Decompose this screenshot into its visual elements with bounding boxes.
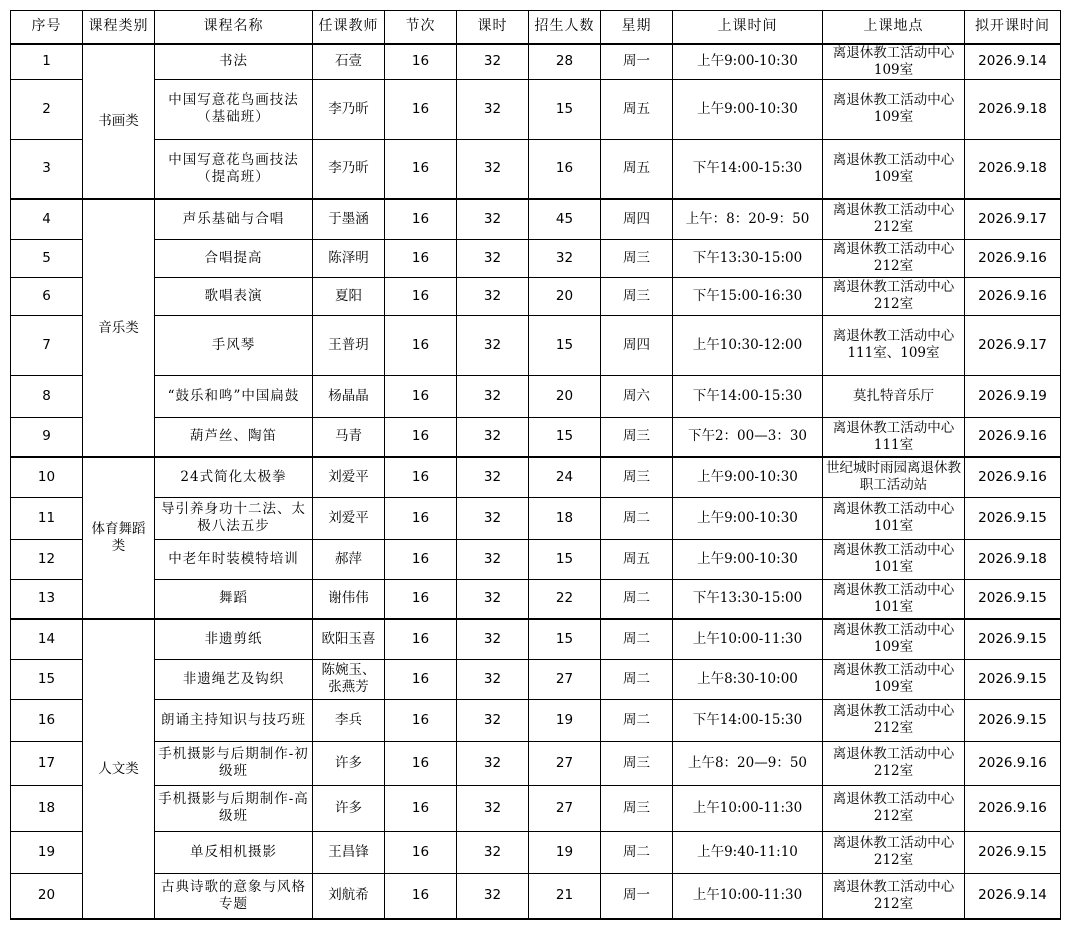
cell-time: 上午9:40-11:10 [673,831,823,873]
cell-teacher: 杨晶晶 [313,375,385,417]
cell-enroll: 21 [529,873,601,919]
cell-no: 11 [11,497,83,539]
cell-hours: 32 [457,741,529,785]
cell-start: 2026.9.17 [965,315,1061,375]
cell-place: 离退休教工活动中心111室 [823,417,965,457]
cell-course: 单反相机摄影 [155,831,313,873]
cell-course: 非遗剪纸 [155,619,313,659]
cell-time: 上午8:30-10:00 [673,659,823,699]
cell-weekday: 周一 [601,44,673,80]
table-row [11,699,1061,741]
cell-hours: 32 [457,873,529,919]
cell-enroll: 20 [529,375,601,417]
cell-start: 2026.9.17 [965,199,1061,239]
cell-no: 10 [11,457,83,497]
cell-weekday: 周五 [601,139,673,199]
cell-time: 下午14:00-15:30 [673,139,823,199]
cell-place: 离退休教工活动中心101室 [823,497,965,539]
cell-weekday: 周四 [601,315,673,375]
table-row [11,239,1061,277]
table-row [11,539,1061,579]
cell-course: 非遗绳艺及钩织 [155,659,313,699]
cell-enroll: 15 [529,315,601,375]
cell-teacher: 陈婉玉、张燕芳 [313,659,385,699]
cell-enroll: 24 [529,457,601,497]
cell-start: 2026.9.15 [965,831,1061,873]
cell-time: 下午15:00-16:30 [673,277,823,315]
table-row [11,497,1061,539]
cell-place: 离退休教工活动中心111室、109室 [823,315,965,375]
cell-time: 上午9:00-10:30 [673,79,823,139]
cell-no: 2 [11,79,83,139]
cell-time: 下午14:00-15:30 [673,375,823,417]
cell-place: 世纪城时雨园离退休教职工活动站 [823,457,965,497]
cell-teacher: 夏阳 [313,277,385,315]
cell-hours: 32 [457,539,529,579]
cell-start: 2026.9.15 [965,659,1061,699]
cell-no: 16 [11,699,83,741]
cell-weekday: 周三 [601,741,673,785]
cell-course: 歌唱表演 [155,277,313,315]
cell-hours: 32 [457,277,529,315]
cell-start: 2026.9.18 [965,539,1061,579]
cell-hours: 32 [457,831,529,873]
cell-teacher: 刘爱平 [313,457,385,497]
cell-time: 上午10:00-11:30 [673,619,823,659]
cell-no: 20 [11,873,83,919]
cell-sessions: 16 [385,315,457,375]
cell-start: 2026.9.14 [965,873,1061,919]
cell-sessions: 16 [385,239,457,277]
table-row [11,277,1061,315]
cell-teacher: 王昌锋 [313,831,385,873]
cell-time: 上午9:00-10:30 [673,497,823,539]
table-row [11,831,1061,873]
header-weekday: 星期 [601,11,673,44]
category-cell: 人文类 [83,619,155,919]
cell-place: 离退休教工活动中心212室 [823,873,965,919]
table-row [11,785,1061,831]
cell-start: 2026.9.18 [965,139,1061,199]
cell-sessions: 16 [385,417,457,457]
cell-place: 离退休教工活动中心109室 [823,79,965,139]
cell-enroll: 15 [529,539,601,579]
cell-place: 离退休教工活动中心212室 [823,699,965,741]
cell-hours: 32 [457,79,529,139]
header-place: 上课地点 [823,11,965,44]
table-row [11,139,1061,199]
cell-teacher: 李乃昕 [313,139,385,199]
cell-start: 2026.9.16 [965,277,1061,315]
cell-course: 手风琴 [155,315,313,375]
cell-weekday: 周六 [601,375,673,417]
table-row [11,375,1061,417]
cell-course: 中国写意花鸟画技法（提高班） [155,139,313,199]
cell-teacher: 郝萍 [313,539,385,579]
cell-weekday: 周二 [601,699,673,741]
header-course: 课程名称 [155,11,313,44]
cell-teacher: 李兵 [313,699,385,741]
cell-start: 2026.9.15 [965,579,1061,619]
cell-teacher: 欧阳玉喜 [313,619,385,659]
cell-start: 2026.9.16 [965,417,1061,457]
header-teacher: 任课教师 [313,11,385,44]
cell-weekday: 周二 [601,831,673,873]
table-row [11,741,1061,785]
cell-teacher: 石壹 [313,44,385,80]
cell-start: 2026.9.15 [965,699,1061,741]
cell-weekday: 周三 [601,417,673,457]
cell-sessions: 16 [385,199,457,239]
cell-enroll: 27 [529,785,601,831]
cell-enroll: 27 [529,741,601,785]
cell-time: 下午14:00-15:30 [673,699,823,741]
cell-time: 上午10:30-12:00 [673,315,823,375]
cell-course: 手机摄影与后期制作-高级班 [155,785,313,831]
table-row [11,44,1061,80]
cell-course: 合唱提高 [155,239,313,277]
cell-sessions: 16 [385,277,457,315]
header-no: 序号 [11,11,83,44]
table-row [11,79,1061,139]
cell-time: 下午13:30-15:00 [673,239,823,277]
cell-start: 2026.9.18 [965,79,1061,139]
cell-hours: 32 [457,139,529,199]
category-cell: 书画类 [83,44,155,200]
cell-hours: 32 [457,315,529,375]
cell-start: 2026.9.16 [965,457,1061,497]
cell-course: 葫芦丝、陶笛 [155,417,313,457]
cell-sessions: 16 [385,79,457,139]
header-enroll: 招生人数 [529,11,601,44]
table-row [11,619,1061,659]
cell-hours: 32 [457,785,529,831]
cell-course: 导引养身功十二法、太极八法五步 [155,497,313,539]
table-row [11,199,1061,239]
cell-time: 上午8：20—9：50 [673,741,823,785]
cell-enroll: 16 [529,139,601,199]
cell-start: 2026.9.15 [965,619,1061,659]
cell-course: 24式简化太极拳 [155,457,313,497]
cell-teacher: 许多 [313,741,385,785]
cell-weekday: 周三 [601,457,673,497]
cell-course: 舞蹈 [155,579,313,619]
cell-enroll: 27 [529,659,601,699]
cell-sessions: 16 [385,741,457,785]
cell-time: 上午9:00-10:30 [673,44,823,80]
cell-weekday: 周二 [601,579,673,619]
cell-sessions: 16 [385,785,457,831]
header-hours: 课时 [457,11,529,44]
cell-course: “鼓乐和鸣”中国扁鼓 [155,375,313,417]
course-schedule-table [10,10,1061,920]
cell-start: 2026.9.14 [965,44,1061,80]
cell-sessions: 16 [385,699,457,741]
cell-teacher: 于墨涵 [313,199,385,239]
cell-place: 离退休教工活动中心212室 [823,199,965,239]
cell-sessions: 16 [385,497,457,539]
cell-start: 2026.9.19 [965,375,1061,417]
cell-weekday: 周五 [601,539,673,579]
cell-time: 上午：8：20-9：50 [673,199,823,239]
cell-start: 2026.9.16 [965,239,1061,277]
cell-sessions: 16 [385,44,457,80]
cell-no: 13 [11,579,83,619]
table-row [11,417,1061,457]
cell-teacher: 马青 [313,417,385,457]
cell-no: 14 [11,619,83,659]
cell-teacher: 陈泽明 [313,239,385,277]
cell-hours: 32 [457,199,529,239]
cell-course: 书法 [155,44,313,80]
cell-weekday: 周三 [601,239,673,277]
cell-weekday: 周二 [601,619,673,659]
cell-hours: 32 [457,579,529,619]
cell-no: 1 [11,44,83,80]
cell-enroll: 19 [529,699,601,741]
header-category: 课程类别 [83,11,155,44]
cell-sessions: 16 [385,659,457,699]
cell-enroll: 22 [529,579,601,619]
cell-time: 上午9:00-10:30 [673,457,823,497]
table-row [11,579,1061,619]
header-sessions: 节次 [385,11,457,44]
cell-start: 2026.9.16 [965,741,1061,785]
cell-no: 18 [11,785,83,831]
cell-teacher: 王普玥 [313,315,385,375]
cell-weekday: 周二 [601,659,673,699]
cell-place: 离退休教工活动中心212室 [823,831,965,873]
table-row [11,457,1061,497]
cell-place: 离退休教工活动中心109室 [823,659,965,699]
cell-enroll: 18 [529,497,601,539]
cell-enroll: 15 [529,417,601,457]
cell-hours: 32 [457,659,529,699]
cell-hours: 32 [457,44,529,80]
cell-course: 古典诗歌的意象与风格专题 [155,873,313,919]
cell-enroll: 28 [529,44,601,80]
cell-weekday: 周一 [601,873,673,919]
cell-sessions: 16 [385,139,457,199]
cell-place: 离退休教工活动中心109室 [823,619,965,659]
cell-enroll: 20 [529,277,601,315]
cell-sessions: 16 [385,873,457,919]
cell-weekday: 周四 [601,199,673,239]
table-row [11,315,1061,375]
cell-place: 离退休教工活动中心109室 [823,139,965,199]
cell-place: 离退休教工活动中心101室 [823,539,965,579]
cell-enroll: 45 [529,199,601,239]
cell-no: 17 [11,741,83,785]
cell-weekday: 周三 [601,785,673,831]
cell-no: 12 [11,539,83,579]
cell-teacher: 李乃昕 [313,79,385,139]
cell-hours: 32 [457,239,529,277]
cell-hours: 32 [457,619,529,659]
cell-no: 4 [11,199,83,239]
cell-place: 离退休教工活动中心212室 [823,741,965,785]
cell-weekday: 周二 [601,497,673,539]
cell-place: 离退休教工活动中心212室 [823,785,965,831]
cell-place: 离退休教工活动中心212室 [823,239,965,277]
header-time: 上课时间 [673,11,823,44]
cell-teacher: 刘爱平 [313,497,385,539]
cell-sessions: 16 [385,457,457,497]
cell-course: 声乐基础与合唱 [155,199,313,239]
cell-weekday: 周五 [601,79,673,139]
cell-sessions: 16 [385,831,457,873]
cell-place: 离退休教工活动中心109室 [823,44,965,80]
cell-time: 上午9:00-10:30 [673,539,823,579]
cell-hours: 32 [457,457,529,497]
category-cell: 体育舞蹈类 [83,457,155,619]
cell-place: 莫扎特音乐厅 [823,375,965,417]
cell-course: 手机摄影与后期制作-初级班 [155,741,313,785]
cell-enroll: 19 [529,831,601,873]
cell-time: 下午2：00—3：30 [673,417,823,457]
cell-hours: 32 [457,375,529,417]
cell-weekday: 周三 [601,277,673,315]
cell-no: 19 [11,831,83,873]
cell-no: 5 [11,239,83,277]
cell-time: 上午10:00-11:30 [673,785,823,831]
cell-place: 离退休教工活动中心101室 [823,579,965,619]
cell-course: 中老年时装模特培训 [155,539,313,579]
cell-no: 3 [11,139,83,199]
table-row [11,659,1061,699]
cell-start: 2026.9.15 [965,497,1061,539]
cell-teacher: 刘航希 [313,873,385,919]
cell-sessions: 16 [385,579,457,619]
cell-start: 2026.9.16 [965,785,1061,831]
cell-hours: 32 [457,699,529,741]
table-row [11,873,1061,919]
cell-no: 8 [11,375,83,417]
cell-no: 6 [11,277,83,315]
cell-hours: 32 [457,417,529,457]
cell-hours: 32 [457,497,529,539]
cell-enroll: 15 [529,79,601,139]
category-cell: 音乐类 [83,199,155,457]
cell-course: 朗诵主持知识与技巧班 [155,699,313,741]
cell-no: 7 [11,315,83,375]
header-row [11,11,1061,44]
cell-no: 9 [11,417,83,457]
cell-sessions: 16 [385,375,457,417]
cell-enroll: 32 [529,239,601,277]
cell-teacher: 谢伟伟 [313,579,385,619]
cell-course: 中国写意花鸟画技法（基础班） [155,79,313,139]
cell-teacher: 许多 [313,785,385,831]
cell-enroll: 15 [529,619,601,659]
cell-time: 上午10:00-11:30 [673,873,823,919]
cell-sessions: 16 [385,619,457,659]
cell-no: 15 [11,659,83,699]
header-start: 拟开课时间 [965,11,1061,44]
cell-place: 离退休教工活动中心212室 [823,277,965,315]
cell-sessions: 16 [385,539,457,579]
cell-time: 下午13:30-15:00 [673,579,823,619]
